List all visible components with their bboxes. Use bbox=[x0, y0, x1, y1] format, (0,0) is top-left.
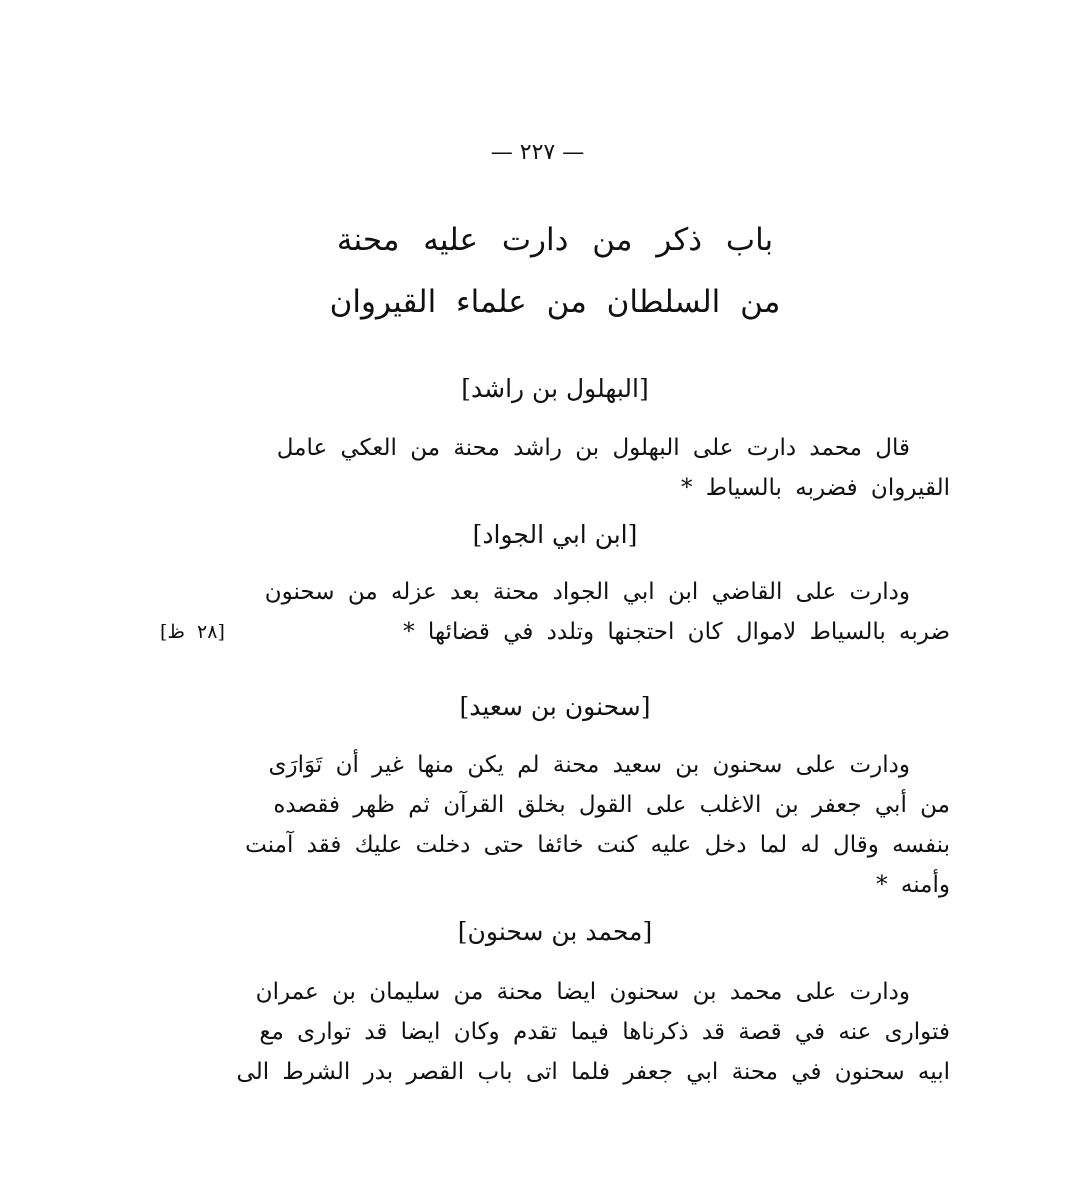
section-text-ibn-abi-al-jawad bbox=[160, 572, 950, 652]
section-heading-sahnun-ibn-said: [سحنون بن سعيد] bbox=[459, 692, 651, 721]
section-text-muhammad-ibn-sahnun bbox=[160, 972, 950, 1092]
section-heading-muhammad-ibn-sahnun: [محمد بن سحنون] bbox=[457, 917, 653, 946]
section-heading-bahlul: [البهلول بن راشد] bbox=[461, 374, 649, 403]
chapter-title-line-1: باب ذكر من دارت عليه محنة bbox=[336, 222, 774, 258]
page-number: — ٢٢٧ — bbox=[490, 140, 585, 165]
text-line: ابيه سحنون في محنة ابي جعفر فلما اتى باب القصر بدر الشرط الى bbox=[236, 1059, 950, 1085]
text-line: من أبي جعفر بن الاغلب على القول بخلق القرآن ثم ظهر فقصده bbox=[273, 792, 950, 818]
text-line: ودارت على محمد بن سحنون ايضا محنة من سليمان بن عمران bbox=[255, 979, 910, 1005]
section-heading-ibn-abi-al-jawad: [ابن ابي الجواد] bbox=[472, 520, 638, 549]
text-line: القيروان فضربه بالسياط * bbox=[680, 475, 950, 501]
section-text-bahlul bbox=[160, 428, 950, 508]
text-line: ودارت على القاضي ابن ابي الجواد محنة بعد عزله من سحنون bbox=[264, 579, 910, 605]
chapter-title-line-2: من السلطان من علماء القيروان bbox=[329, 284, 781, 320]
text-line: فتوارى عنه في قصة قد ذكرناها فيما تقدم وكان ايضا قد توارى مع bbox=[259, 1019, 950, 1045]
text-line: قال محمد دارت على البهلول بن راشد محنة من العكي عامل bbox=[276, 435, 910, 461]
text-line: ودارت على سحنون بن سعيد محنة لم يكن منها غير أن تَوَارَى bbox=[268, 752, 910, 778]
folio-reference: [٢٨ ظ] bbox=[160, 621, 225, 643]
text-line-with-folio bbox=[160, 612, 950, 652]
text-line: بنفسه وقال له لما دخل عليه كنت خائفا حتى دخلت عليك فقد آمنت bbox=[245, 832, 950, 858]
text-line: وأمنه * bbox=[876, 872, 950, 898]
text-line: ضربه بالسياط لاموال كان احتجنها وتلدد في قضائها * bbox=[403, 619, 950, 645]
section-text-sahnun-ibn-said bbox=[160, 745, 950, 905]
